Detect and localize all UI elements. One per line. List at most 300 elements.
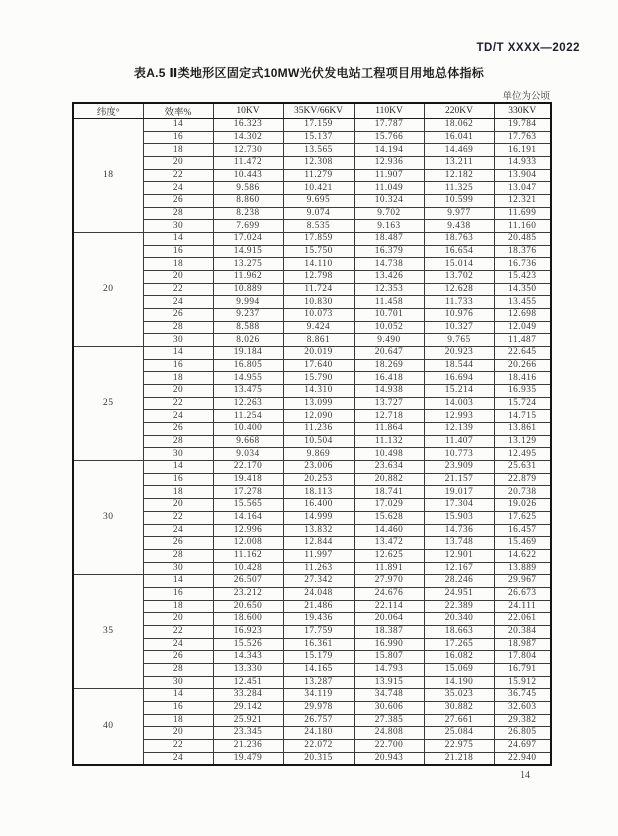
value-cell: 14.469 [424,144,494,157]
value-cell: 14.793 [354,663,424,676]
efficiency-cell: 30 [143,448,213,461]
value-cell: 10.701 [354,309,424,322]
value-cell: 10.889 [213,283,283,296]
value-cell: 20.943 [354,752,424,765]
value-cell: 14.003 [424,397,494,410]
value-cell: 15.565 [213,499,283,512]
value-cell: 14.738 [354,258,424,271]
value-cell: 20.738 [494,486,551,499]
value-cell: 15.766 [354,131,424,144]
efficiency-cell: 30 [143,220,213,233]
efficiency-cell: 28 [143,207,213,220]
value-cell: 35.023 [424,689,494,702]
value-cell: 13.832 [283,524,354,537]
efficiency-cell: 30 [143,676,213,689]
efficiency-cell: 26 [143,537,213,550]
value-cell: 11.724 [283,283,354,296]
value-cell: 16.654 [424,245,494,258]
value-cell: 18.600 [213,613,283,626]
value-cell: 10.400 [213,423,283,436]
value-cell: 10.421 [283,182,354,195]
value-cell: 20.266 [494,359,551,372]
value-cell: 13.275 [213,258,283,271]
value-cell: 17.265 [424,638,494,651]
value-cell: 13.889 [494,562,551,575]
table-row [73,638,551,651]
value-cell: 18.987 [494,638,551,651]
efficiency-cell: 16 [143,359,213,372]
value-cell: 34.748 [354,689,424,702]
efficiency-cell: 26 [143,309,213,322]
value-cell: 15.423 [494,271,551,284]
table-row [73,701,551,714]
efficiency-cell: 18 [143,486,213,499]
value-cell: 9.765 [424,334,494,347]
value-cell: 10.976 [424,309,494,322]
value-cell: 10.324 [354,195,424,208]
value-cell: 8.535 [283,220,354,233]
value-cell: 12.844 [283,537,354,550]
value-cell: 26.757 [283,714,354,727]
value-cell: 10.504 [283,435,354,448]
table-row [73,410,551,423]
value-cell: 11.162 [213,549,283,562]
value-cell: 9.702 [354,207,424,220]
efficiency-cell: 18 [143,714,213,727]
efficiency-cell: 20 [143,271,213,284]
value-cell: 12.628 [424,283,494,296]
latitude-cell: 25 [73,347,143,461]
table-row [73,195,551,208]
value-cell: 22.072 [283,739,354,752]
value-cell: 10.443 [213,169,283,182]
value-cell: 13.099 [283,397,354,410]
value-cell: 24.808 [354,727,424,740]
efficiency-cell: 20 [143,613,213,626]
value-cell: 14.302 [213,131,283,144]
value-cell: 14.955 [213,372,283,385]
value-cell: 29.967 [494,575,551,588]
value-cell: 28.246 [424,575,494,588]
value-cell: 17.804 [494,651,551,664]
column-header-3: 35KV/66KV [283,103,354,119]
value-cell: 13.748 [424,537,494,550]
value-cell: 13.047 [494,182,551,195]
value-cell: 8.588 [213,321,283,334]
value-cell: 13.915 [354,676,424,689]
value-cell: 14.915 [213,245,283,258]
value-cell: 16.736 [494,258,551,271]
efficiency-cell: 16 [143,473,213,486]
value-cell: 22.170 [213,461,283,474]
value-cell: 22.975 [424,739,494,752]
efficiency-cell: 14 [143,461,213,474]
table-row [73,207,551,220]
value-cell: 16.923 [213,625,283,638]
value-cell: 12.139 [424,423,494,436]
value-cell: 15.179 [283,651,354,664]
table-row [73,739,551,752]
value-cell: 22.700 [354,739,424,752]
header-row [73,103,551,119]
value-cell: 10.773 [424,448,494,461]
value-cell: 18.416 [494,372,551,385]
efficiency-cell: 26 [143,195,213,208]
value-cell: 20.882 [354,473,424,486]
value-cell: 30.606 [354,701,424,714]
value-cell: 16.791 [494,663,551,676]
value-cell: 9.424 [283,321,354,334]
table-row [73,359,551,372]
value-cell: 34.119 [283,689,354,702]
efficiency-cell: 14 [143,575,213,588]
value-cell: 12.321 [494,195,551,208]
value-cell: 17.024 [213,233,283,246]
table-row [73,119,551,132]
value-cell: 24.951 [424,587,494,600]
value-cell: 21.157 [424,473,494,486]
value-cell: 14.999 [283,511,354,524]
column-header-5: 220KV [424,103,494,119]
value-cell: 16.361 [283,638,354,651]
value-cell: 20.019 [283,347,354,360]
efficiency-cell: 14 [143,119,213,132]
value-cell: 11.997 [283,549,354,562]
table-row [73,144,551,157]
table-row [73,220,551,233]
value-cell: 15.526 [213,638,283,651]
value-cell: 26.805 [494,727,551,740]
efficiency-cell: 22 [143,739,213,752]
value-cell: 17.640 [283,359,354,372]
value-cell: 9.977 [424,207,494,220]
value-cell: 10.073 [283,309,354,322]
value-cell: 16.935 [494,385,551,398]
value-cell: 12.090 [283,410,354,423]
table-row [73,663,551,676]
value-cell: 17.278 [213,486,283,499]
efficiency-cell: 24 [143,296,213,309]
value-cell: 17.625 [494,511,551,524]
efficiency-cell: 28 [143,321,213,334]
value-cell: 14.164 [213,511,283,524]
table-row [73,283,551,296]
land-use-indicator-table [72,102,552,766]
value-cell: 11.263 [283,562,354,575]
value-cell: 14.110 [283,258,354,271]
table-row [73,511,551,524]
value-cell: 27.385 [354,714,424,727]
value-cell: 24.697 [494,739,551,752]
value-cell: 23.212 [213,587,283,600]
table-row [73,169,551,182]
value-cell: 9.586 [213,182,283,195]
value-cell: 20.384 [494,625,551,638]
efficiency-cell: 22 [143,625,213,638]
efficiency-cell: 14 [143,347,213,360]
efficiency-cell: 24 [143,182,213,195]
value-cell: 9.994 [213,296,283,309]
value-cell: 13.287 [283,676,354,689]
value-cell: 25.921 [213,714,283,727]
value-cell: 9.034 [213,448,283,461]
value-cell: 11.236 [283,423,354,436]
value-cell: 29.142 [213,701,283,714]
value-cell: 12.625 [354,549,424,562]
value-cell: 21.486 [283,600,354,613]
value-cell: 9.869 [283,448,354,461]
value-cell: 13.702 [424,271,494,284]
value-cell: 17.304 [424,499,494,512]
value-cell: 9.074 [283,207,354,220]
value-cell: 11.487 [494,334,551,347]
value-cell: 11.407 [424,435,494,448]
value-cell: 12.008 [213,537,283,550]
efficiency-cell: 14 [143,233,213,246]
value-cell: 14.194 [354,144,424,157]
value-cell: 17.759 [283,625,354,638]
value-cell: 16.457 [494,524,551,537]
efficiency-cell: 18 [143,144,213,157]
value-cell: 12.798 [283,271,354,284]
value-cell: 15.903 [424,511,494,524]
column-header-1: 效率% [143,103,213,119]
efficiency-cell: 30 [143,334,213,347]
value-cell: 9.490 [354,334,424,347]
value-cell: 11.907 [354,169,424,182]
value-cell: 19.184 [213,347,283,360]
efficiency-cell: 16 [143,245,213,258]
table-row [73,486,551,499]
table-header [73,103,551,119]
efficiency-cell: 30 [143,562,213,575]
table-row [73,157,551,170]
table-row [73,537,551,550]
efficiency-cell: 20 [143,157,213,170]
value-cell: 22.061 [494,613,551,626]
table-row [73,689,551,702]
value-cell: 16.191 [494,144,551,157]
value-cell: 15.137 [283,131,354,144]
value-cell: 15.750 [283,245,354,258]
value-cell: 11.864 [354,423,424,436]
value-cell: 17.787 [354,119,424,132]
table-row [73,448,551,461]
value-cell: 18.113 [283,486,354,499]
efficiency-cell: 18 [143,258,213,271]
value-cell: 16.694 [424,372,494,385]
table-row [73,423,551,436]
table-row [73,321,551,334]
value-cell: 29.978 [283,701,354,714]
table-row [73,271,551,284]
value-cell: 27.970 [354,575,424,588]
value-cell: 16.379 [354,245,424,258]
table-row [73,385,551,398]
efficiency-cell: 16 [143,131,213,144]
value-cell: 12.901 [424,549,494,562]
value-cell: 14.190 [424,676,494,689]
value-cell: 12.993 [424,410,494,423]
value-cell: 18.376 [494,245,551,258]
value-cell: 20.923 [424,347,494,360]
value-cell: 12.718 [354,410,424,423]
value-cell: 17.029 [354,499,424,512]
column-header-6: 330KV [494,103,551,119]
value-cell: 11.325 [424,182,494,195]
value-cell: 8.238 [213,207,283,220]
efficiency-cell: 18 [143,600,213,613]
value-cell: 19.479 [213,752,283,765]
value-cell: 11.891 [354,562,424,575]
value-cell: 9.237 [213,309,283,322]
value-cell: 12.936 [354,157,424,170]
value-cell: 8.861 [283,334,354,347]
value-cell: 19.784 [494,119,551,132]
latitude-cell: 18 [73,119,143,233]
value-cell: 13.426 [354,271,424,284]
table-row [73,676,551,689]
value-cell: 8.860 [213,195,283,208]
value-cell: 16.323 [213,119,283,132]
value-cell: 16.041 [424,131,494,144]
value-cell: 23.909 [424,461,494,474]
value-cell: 9.163 [354,220,424,233]
table-row [73,524,551,537]
efficiency-cell: 20 [143,727,213,740]
unit-note: 单位为公顷 [502,91,550,102]
value-cell: 12.353 [354,283,424,296]
table-body [73,119,551,765]
efficiency-cell: 22 [143,169,213,182]
table-row [73,727,551,740]
value-cell: 25.631 [494,461,551,474]
efficiency-cell: 24 [143,410,213,423]
efficiency-cell: 18 [143,372,213,385]
value-cell: 10.599 [424,195,494,208]
table-row [73,372,551,385]
value-cell: 18.663 [424,625,494,638]
value-cell: 22.879 [494,473,551,486]
value-cell: 11.458 [354,296,424,309]
value-cell: 14.165 [283,663,354,676]
value-cell: 7.699 [213,220,283,233]
table-row [73,499,551,512]
table-row [73,752,551,765]
value-cell: 36.745 [494,689,551,702]
value-cell: 12.308 [283,157,354,170]
value-cell: 16.805 [213,359,283,372]
value-cell: 12.263 [213,397,283,410]
latitude-cell: 30 [73,461,143,575]
value-cell: 12.049 [494,321,551,334]
page-number: 14 [520,770,530,781]
table-row [73,131,551,144]
table-row [73,549,551,562]
value-cell: 13.565 [283,144,354,157]
value-cell: 10.052 [354,321,424,334]
value-cell: 14.343 [213,651,283,664]
efficiency-cell: 16 [143,701,213,714]
value-cell: 22.645 [494,347,551,360]
table-row [73,600,551,613]
value-cell: 13.330 [213,663,283,676]
efficiency-cell: 20 [143,385,213,398]
efficiency-cell: 20 [143,499,213,512]
value-cell: 18.062 [424,119,494,132]
value-cell: 23.006 [283,461,354,474]
value-cell: 10.428 [213,562,283,575]
value-cell: 18.487 [354,233,424,246]
value-cell: 18.763 [424,233,494,246]
value-cell: 20.064 [354,613,424,626]
value-cell: 15.014 [424,258,494,271]
value-cell: 13.904 [494,169,551,182]
latitude-cell: 40 [73,689,143,765]
value-cell: 15.214 [424,385,494,398]
column-header-0: 纬度° [73,103,143,119]
efficiency-cell: 28 [143,435,213,448]
value-cell: 11.279 [283,169,354,182]
value-cell: 11.049 [354,182,424,195]
value-cell: 10.498 [354,448,424,461]
value-cell: 11.472 [213,157,283,170]
table-row [73,182,551,195]
value-cell: 14.350 [494,283,551,296]
value-cell: 9.668 [213,435,283,448]
value-cell: 11.962 [213,271,283,284]
table-row [73,347,551,360]
table-row [73,233,551,246]
value-cell: 12.182 [424,169,494,182]
efficiency-cell: 22 [143,283,213,296]
value-cell: 23.345 [213,727,283,740]
value-cell: 22.114 [354,600,424,613]
value-cell: 12.451 [213,676,283,689]
value-cell: 20.340 [424,613,494,626]
value-cell: 14.715 [494,410,551,423]
table-row [73,575,551,588]
value-cell: 13.455 [494,296,551,309]
value-cell: 15.912 [494,676,551,689]
table-row [73,473,551,486]
value-cell: 30.882 [424,701,494,714]
value-cell: 14.933 [494,157,551,170]
value-cell: 16.418 [354,372,424,385]
value-cell: 17.859 [283,233,354,246]
value-cell: 8.026 [213,334,283,347]
value-cell: 18.741 [354,486,424,499]
table-row [73,625,551,638]
value-cell: 19.418 [213,473,283,486]
value-cell: 19.026 [494,499,551,512]
value-cell: 11.733 [424,296,494,309]
table-row [73,245,551,258]
value-cell: 20.650 [213,600,283,613]
efficiency-cell: 28 [143,663,213,676]
efficiency-cell: 26 [143,423,213,436]
value-cell: 10.327 [424,321,494,334]
value-cell: 12.698 [494,309,551,322]
value-cell: 16.400 [283,499,354,512]
value-cell: 12.996 [213,524,283,537]
table-row [73,714,551,727]
value-cell: 15.469 [494,537,551,550]
table-row [73,613,551,626]
value-cell: 27.342 [283,575,354,588]
table-row [73,397,551,410]
table-row [73,587,551,600]
